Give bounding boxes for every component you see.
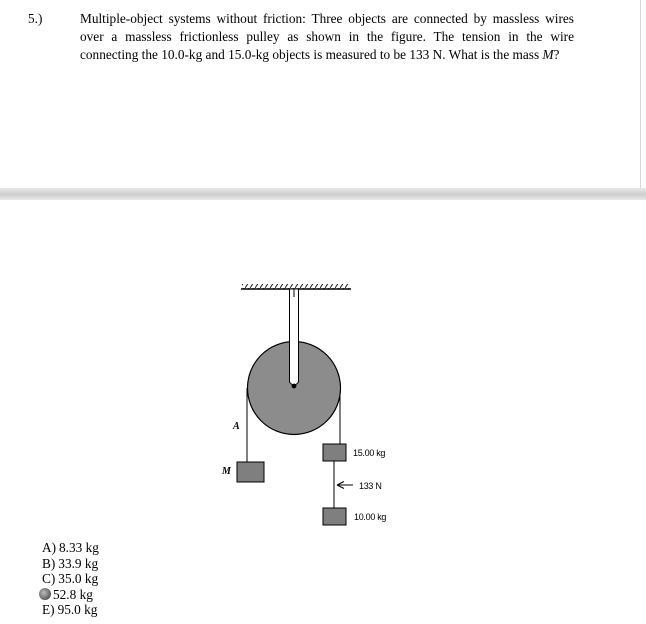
ceiling-hatch (242, 284, 350, 289)
choice-c-text: 35.0 kg (58, 571, 99, 586)
choice-c[interactable] (42, 571, 99, 587)
label-tension: 133 N (359, 481, 382, 491)
pulley-axle (292, 384, 297, 389)
answer-choices (42, 540, 99, 618)
choice-c-letter: C) (42, 571, 56, 586)
choice-e-text: 95.0 kg (57, 602, 98, 617)
mass-symbol: M (542, 47, 554, 62)
choice-d[interactable] (42, 587, 99, 603)
choice-e[interactable] (42, 602, 99, 618)
choice-e-letter: E) (42, 602, 55, 617)
label-10kg: 10.00 kg (354, 512, 387, 522)
label-15kg: 15.00 kg (353, 448, 386, 458)
choice-a[interactable] (42, 540, 99, 556)
question-line-1-body: Three objects are connected by massless wires (311, 11, 574, 26)
question-line-2: over a massless frictionless pulley as shown in the figure. The tension in the wire (80, 29, 574, 44)
choice-a-text: 8.33 kg (59, 540, 99, 555)
block-m (237, 462, 264, 482)
choice-d-text: 52.8 kg (53, 586, 93, 602)
choice-b-text: 33.9 kg (58, 555, 99, 571)
choice-b[interactable] (42, 556, 99, 572)
question-number: 5.) (28, 11, 43, 26)
choice-a-letter: A) (42, 540, 57, 555)
label-m: M (222, 466, 231, 477)
question-title: Multiple-object systems without friction: (80, 11, 306, 26)
block-15kg (323, 444, 346, 461)
pulley-support (290, 289, 299, 385)
question-line-3-body: connecting the 10.0-kg and 15.0-kg objects is measured to be 133 N. What is the mass (80, 47, 540, 62)
question-end: ? (553, 47, 560, 62)
choice-b-letter: B) (42, 555, 56, 571)
label-a: A (233, 421, 240, 432)
block-10kg (323, 508, 346, 525)
selected-answer-icon (39, 588, 51, 600)
